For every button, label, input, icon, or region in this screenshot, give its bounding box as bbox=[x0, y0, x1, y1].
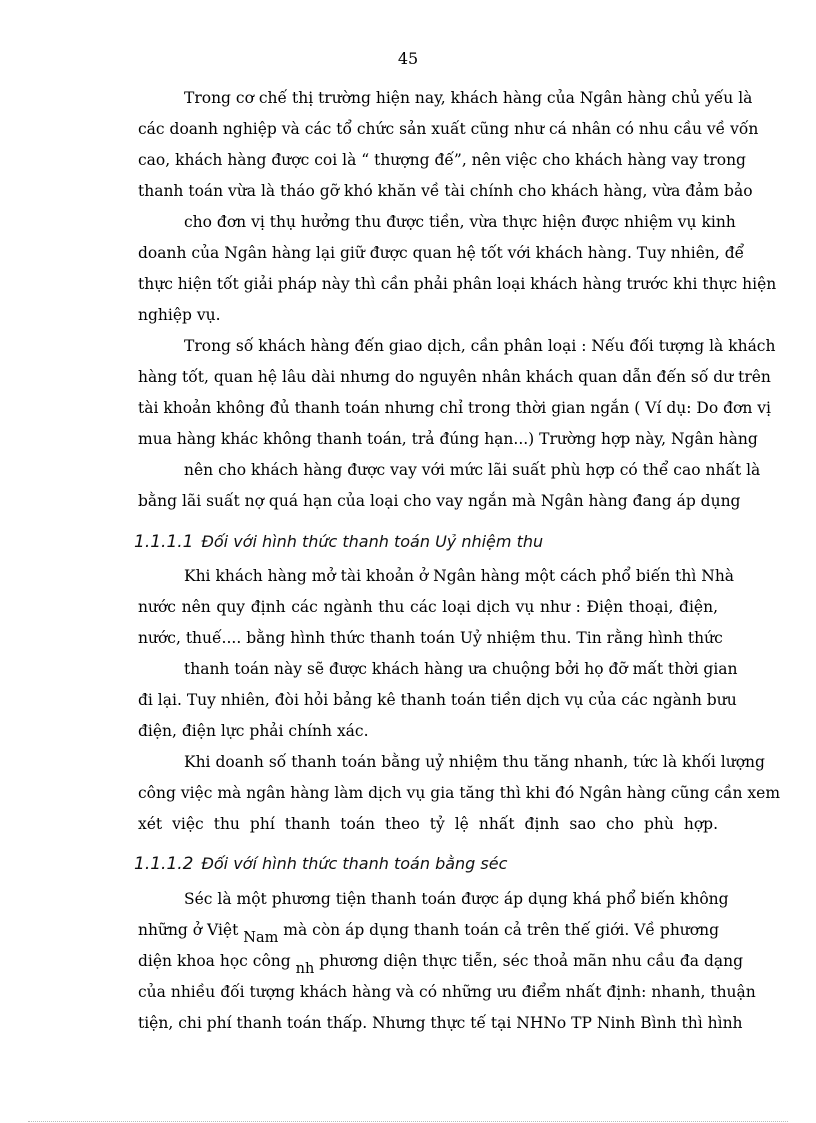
text-line: của nhiều đối tượng khách hàng và có những ưu điểm nhất định: nhanh, thuận bbox=[138, 983, 756, 1001]
text-fragment: phương diện thực tiễn, séc thoả mãn nhu cầu đa dạng bbox=[319, 952, 744, 970]
text-fragment: mà còn áp dụng thanh toán cả trên thế giới. Về phương bbox=[283, 921, 720, 939]
text-line: các doanh nghiệp và các tổ chức sản xuất cũng như cá nhân có nhu cầu về vốn bbox=[138, 120, 759, 138]
text-line: mua hàng khác không thanh toán, trả đúng hạn...) Trường hợp này, Ngân hàng bbox=[138, 430, 758, 448]
text-line: thực hiện tốt giải pháp này thì cần phải phân loại khách hàng trước khi thực hiện bbox=[138, 275, 777, 293]
text-line: công việc mà ngân hàng làm dịch vụ gia tăng thì khi đó Ngân hàng cũng cần xem bbox=[138, 784, 781, 802]
text-fragment-subscript: nh bbox=[295, 961, 315, 977]
text-line: điện, điện lực phải chính xác. bbox=[138, 722, 369, 740]
text-line: nước nên quy định các ngành thu các loại dịch vụ như : Điện thoại, điện, bbox=[138, 598, 718, 616]
text-line: tài khoản không đủ thanh toán nhưng chỉ trong thời gian ngắn ( Ví dụ: Do đơn vị bbox=[138, 399, 771, 417]
text-line: hàng tốt, quan hệ lâu dài nhưng do nguyên nhân khách quan dẫn đến số dư trên bbox=[138, 368, 771, 386]
page-number: 45 bbox=[397, 49, 419, 68]
text-line bbox=[138, 951, 744, 977]
text-line: tiện, chi phí thanh toán thấp. Nhưng thực tế tại NHNo TP Ninh Bình thì hình bbox=[138, 1014, 743, 1032]
text-line: nên cho khách hàng được vay với mức lãi suất phù hợp có thể cao nhất là bbox=[184, 461, 761, 479]
section-title: Đối vớí hình thức thanh toán bằng séc bbox=[201, 854, 508, 873]
text-line: Trong cơ chế thị trường hiện nay, khách hàng của Ngân hàng chủ yếu là bbox=[184, 89, 753, 107]
text-line: thanh toán vừa là tháo gỡ khó khăn về tài chính cho khách hàng, vừa đảm bảo bbox=[138, 182, 753, 200]
section-number: 1.1.1.1 bbox=[134, 532, 194, 552]
text-line: cao, khách hàng được coi là “ thượng đế”, nên việc cho khách hàng vay trong bbox=[138, 151, 746, 169]
text-line: nước, thuế.... bằng hình thức thanh toán Uỷ nhiệm thu. Tin rằng hình thức bbox=[138, 629, 723, 647]
text-line: xét việc thu phí thanh toán theo tỷ lệ nhất định sao cho phù hợp. bbox=[138, 815, 718, 833]
text-line: thanh toán này sẽ được khách hàng ưa chuộng bởi họ đỡ mất thời gian bbox=[184, 660, 738, 678]
text-line: Séc là một phương tiện thanh toán được áp dụng khá phổ biến không bbox=[184, 890, 729, 908]
text-line: Khi khách hàng mở tài khoản ở Ngân hàng một cách phổ biến thì Nhà bbox=[184, 567, 735, 585]
text-line: Trong số khách hàng đến giao dịch, cần phân loại : Nếu đối tượng là khách bbox=[184, 337, 776, 355]
section-title: Đối với hình thức thanh toán Uỷ nhiệm thu bbox=[201, 532, 544, 551]
section-heading bbox=[134, 532, 543, 552]
text-line: nghiệp vụ. bbox=[138, 306, 221, 324]
text-line: đi lại. Tuy nhiên, đòi hỏi bảng kê thanh toán tiền dịch vụ của các ngành bưu bbox=[138, 691, 737, 709]
text-fragment-subscript: Nam bbox=[243, 930, 279, 946]
text-line: doanh của Ngân hàng lại giữ được quan hệ tốt với khách hàng. Tuy nhiên, để bbox=[138, 244, 745, 262]
text-line: cho đơn vị thụ hưởng thu được tiền, vừa thực hiện được nhiệm vụ kinh bbox=[184, 213, 736, 231]
text-line bbox=[138, 920, 720, 946]
page-bottom-rule bbox=[28, 1121, 788, 1122]
section-number: 1.1.1.2 bbox=[134, 854, 194, 874]
text-line: Khi doanh số thanh toán bằng uỷ nhiệm thu tăng nhanh, tức là khối lượng bbox=[184, 753, 765, 771]
section-heading bbox=[134, 854, 507, 874]
text-fragment: diện khoa học công bbox=[138, 952, 291, 970]
text-line: bằng lãi suất nợ quá hạn của loại cho vay ngắn mà Ngân hàng đang áp dụng bbox=[138, 492, 741, 510]
text-fragment: những ở Việt bbox=[138, 921, 239, 939]
